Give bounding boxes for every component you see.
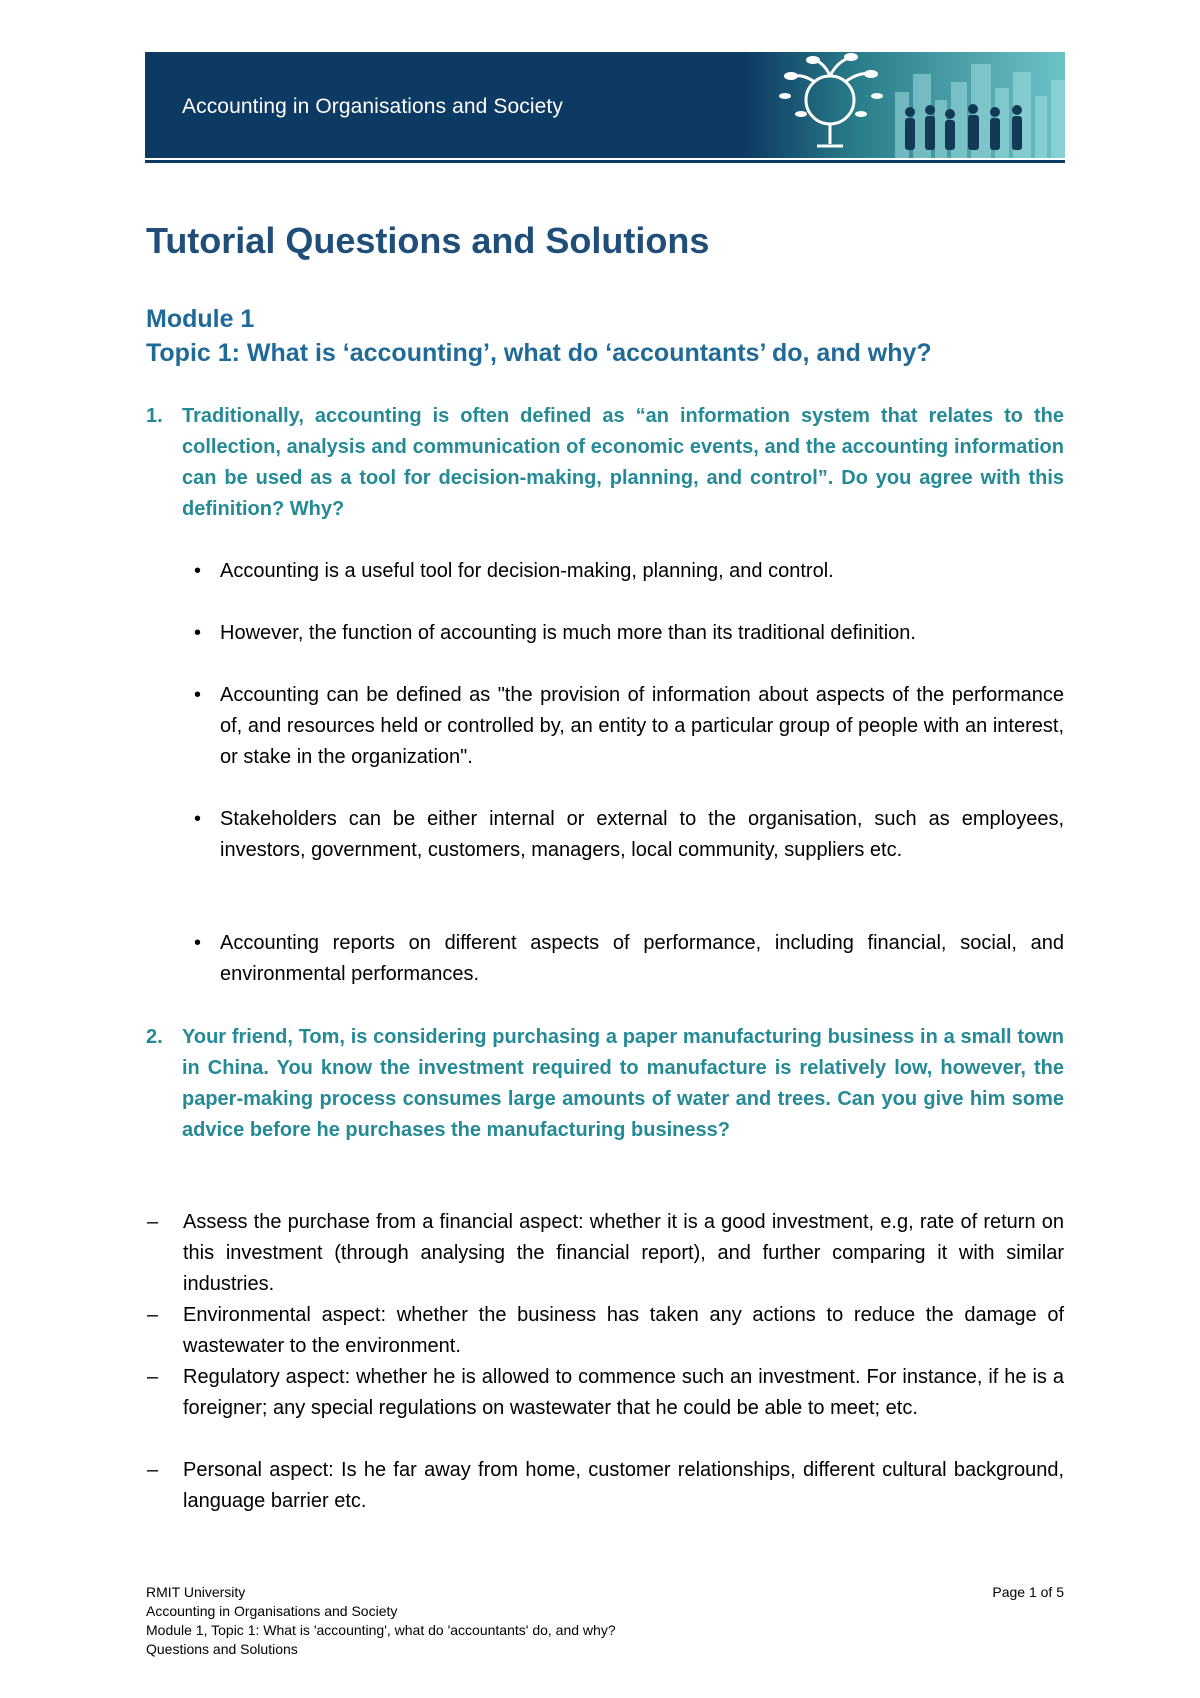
footer-topic: Module 1, Topic 1: What is 'accounting', what do 'accountants' do, and why?	[146, 1622, 616, 1638]
question-text: Traditionally, accounting is often defined as “an information system that relates to the collection, analysis and communication of economic events, and the accounting information can be used as a tool for decision-making, planning, and control”. Do you agree with this definition? Why?	[182, 405, 1064, 520]
course-title: Accounting in Organisations and Society	[182, 95, 563, 118]
bullet-icon: •	[194, 932, 202, 954]
answer-text: Assess the purchase from a financial aspect: whether it is a good investment, e.g, rate of return on this investment (through analysing the financial report), and further comparing it with similar industries.	[183, 1211, 1064, 1295]
question-number: 2.	[146, 1026, 163, 1048]
answer-text: Environmental aspect: whether the business has taken any actions to reduce the damage of wastewater to the environment.	[183, 1304, 1064, 1357]
list-item	[194, 680, 1064, 773]
list-item	[147, 1300, 1064, 1362]
answer-text: Regulatory aspect: whether he is allowed to commence such an investment. For instance, if he is a foreigner; any special regulations on wastewater that he could be able to meet; etc.	[183, 1366, 1064, 1419]
page-title: Tutorial Questions and Solutions	[146, 220, 710, 261]
page-number: Page 1 of 5	[992, 1584, 1064, 1600]
bullet-icon: •	[194, 808, 202, 830]
question-1	[146, 401, 1064, 525]
footer-course: Accounting in Organisations and Society	[146, 1603, 398, 1619]
answer-text: Accounting reports on different aspects of performance, including financial, social, and environmental performances.	[220, 932, 1064, 985]
answer-text: However, the function of accounting is much more than its traditional definition.	[220, 622, 916, 644]
bullet-icon: •	[194, 622, 202, 644]
header-banner	[145, 52, 1065, 158]
module-heading: Module 1	[146, 305, 255, 333]
question-2	[146, 1022, 1064, 1146]
banner-illustration	[745, 52, 1065, 158]
answer-text: Accounting is a useful tool for decision-making, planning, and control.	[220, 560, 834, 582]
topic-heading: Topic 1: What is ‘accounting’, what do ‘accountants’ do, and why?	[146, 339, 932, 367]
question-number: 1.	[146, 405, 163, 427]
footer-doc-type: Questions and Solutions	[146, 1641, 298, 1657]
answer-text: Accounting can be defined as "the provision of information about aspects of the performance of, and resources held or controlled by, an entity to a particular group of people with an interest, or stake in the organization".	[220, 684, 1064, 768]
dash-icon: –	[147, 1304, 159, 1326]
dash-icon: –	[147, 1211, 159, 1233]
list-item	[194, 928, 1064, 990]
dash-icon: –	[147, 1459, 159, 1481]
answer-text: Personal aspect: Is he far away from home, customer relationships, different cultural background, language barrier etc.	[183, 1459, 1064, 1512]
list-item	[147, 1207, 1064, 1300]
footer-institution: RMIT University	[146, 1584, 246, 1600]
question-text: Your friend, Tom, is considering purchasing a paper manufacturing business in a small town in China. You know the investment required to manufacture is relatively low, however, the paper-making process consumes large amounts of water and trees. Can you give him some advice before he purchases the manufacturing business?	[182, 1026, 1064, 1141]
list-item	[147, 1455, 1064, 1517]
bullet-icon: •	[194, 684, 202, 706]
answer-text: Stakeholders can be either internal or external to the organisation, such as employees, investors, government, customers, managers, local community, suppliers etc.	[220, 808, 1064, 861]
dash-icon: –	[147, 1366, 159, 1388]
bullet-icon: •	[194, 560, 202, 582]
list-item	[194, 804, 1064, 866]
header-rule	[145, 160, 1065, 163]
list-item	[147, 1362, 1064, 1424]
list-item	[194, 556, 1064, 587]
page-footer	[146, 1583, 1064, 1659]
list-item	[194, 618, 1064, 649]
